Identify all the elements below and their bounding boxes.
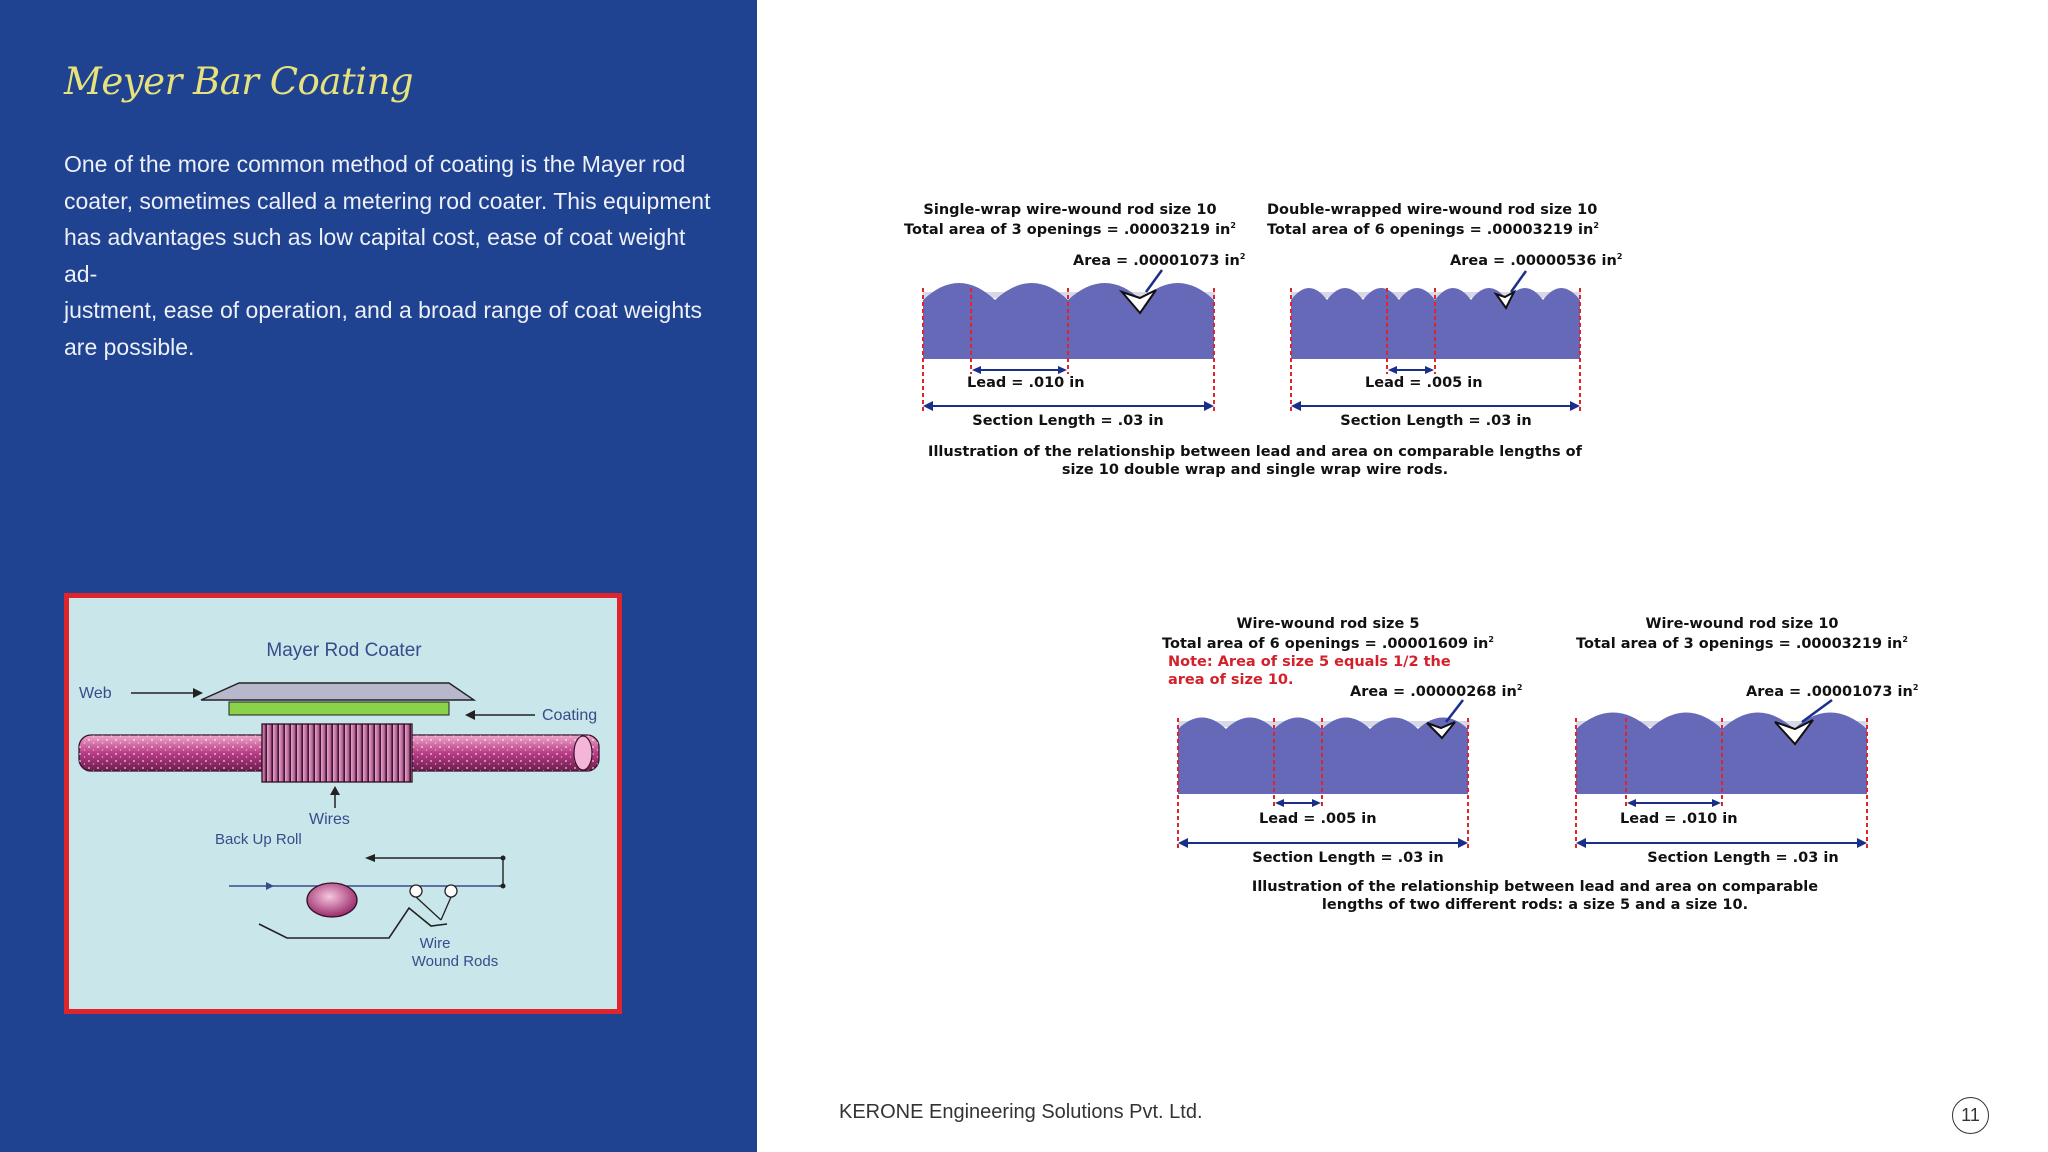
f1-caption1: Illustration of the relationship between lead and area on comparable lengths of <box>928 444 1582 460</box>
figure-size5-vs-size10 <box>1130 610 1970 920</box>
f2-caption2: lengths of two different rods: a size 5 and a size 10. <box>1321 897 1749 913</box>
f1-left-lead: Lead = .010 in <box>967 375 1085 391</box>
svg-text:Total area of 6 openings = .0: Total area of 6 openings = .00001609 $in^2$ <box>1162 635 1494 652</box>
figure2-svg <box>1130 610 1970 920</box>
f1-left-head2: Total area of 3 openings = .00003219 in <box>904 222 1231 238</box>
footer-company-name: KERONE Engineering Solutions Pvt. Ltd. <box>839 1101 1203 1123</box>
intro-line: coater, sometimes called a metering rod coater. This equipment <box>64 187 711 214</box>
f1-left-section: Section Length = .03 in <box>972 413 1164 429</box>
wires-label: Wires <box>309 811 350 828</box>
svg-text:Area = .00000536 in2: Area = .00000536 $in^2$ <box>1450 252 1623 269</box>
f2-left-area: Area = .00000268 in <box>1350 684 1517 700</box>
f1-right-section: Section Length = .03 in <box>1340 413 1532 429</box>
f2-right-lead: Lead = .010 in <box>1620 811 1738 827</box>
f1-right-head1: Double-wrapped wire-wound rod size 10 <box>1267 202 1598 218</box>
mayer-rod-coater-diagram <box>64 593 622 1014</box>
svg-text:Total area of 3 openings = .: Total area of 3 openings = .00003219 $in^2$ <box>1576 635 1908 652</box>
f2-left-note2: area of size 10. <box>1168 672 1294 688</box>
svg-text:Total area of 6 openings = .0: Total area of 6 openings = .00003219 $in^2$ <box>1267 221 1599 238</box>
figure1-svg <box>890 196 1630 486</box>
f1-right-area: Area = .00000536 in <box>1450 253 1617 269</box>
coater-svg <box>69 598 617 1009</box>
page-number-badge: 11 <box>1952 1097 1989 1134</box>
f1-left-head1: Single-wrap wire-wound rod size 10 <box>923 202 1217 218</box>
rod-tray <box>259 908 447 938</box>
f2-left-head1: Wire-wound rod size 5 <box>1236 616 1420 632</box>
f1-right-lead: Lead = .005 in <box>1365 375 1483 391</box>
f1-left-area: Area = .00001073 in <box>1073 253 1240 269</box>
f2-left-lead: Lead = .005 in <box>1259 811 1377 827</box>
intro-line: justment, ease of operation, and a broad range of coat weights <box>64 297 703 323</box>
intro-line: are possible. <box>64 333 195 360</box>
sup: 2 <box>1230 221 1236 230</box>
f2-right-section: Section Length = .03 in <box>1647 850 1839 866</box>
f2-left-head2: Total area of 6 openings = .00001609 in <box>1162 636 1489 652</box>
f2-left-section: Section Length = .03 in <box>1252 850 1444 866</box>
svg-text:Area = .00001073 in2: Area = .00001073 $in^2$ <box>1073 252 1246 269</box>
left-panel <box>0 0 757 1152</box>
f2-right-head2: Total area of 3 openings = .00003219 in <box>1576 636 1903 652</box>
web-label: Web <box>79 685 112 702</box>
f1-caption2: size 10 double wrap and single wrap wire rods. <box>1061 462 1449 478</box>
svg-text:Area = .00001073 in2: Area = .00001073 $in^2$ <box>1746 683 1919 700</box>
wire-wound-label-2: Wound Rods <box>411 953 499 970</box>
figure-single-vs-double-wrap <box>890 196 1630 486</box>
slide-title: Meyer Bar Coating <box>64 60 414 103</box>
f1-right-head2: Total area of 6 openings = .00003219 in <box>1267 222 1594 238</box>
svg-text:Area = .00000268 in2: Area = .00000268 $in^2$ <box>1350 683 1523 700</box>
f2-right-area: Area = .00001073 in <box>1746 684 1913 700</box>
intro-line: has advantages such as low capital cost, ease of coat weight ad- <box>64 224 686 287</box>
coating-label: Coating <box>542 707 598 724</box>
wire-wound-label-1: Wire <box>419 935 451 952</box>
intro-line: One of the more common method of coating is the Mayer rod <box>64 151 686 177</box>
wire-coil <box>262 724 412 782</box>
coater-title: Mayer Rod Coater <box>266 640 422 661</box>
backup-roll <box>307 883 357 917</box>
coating-layer <box>229 702 449 715</box>
f2-left-note1: Note: Area of size 5 equals 1/2 the <box>1168 654 1451 670</box>
web-sheet <box>201 683 474 700</box>
svg-text:Total area of 3 openings = .0 <box>904 221 1236 238</box>
f2-right-head1: Wire-wound rod size 10 <box>1645 616 1839 632</box>
f2-caption1: Illustration of the relationship between lead and area on comparable <box>1251 879 1819 895</box>
backup-roll-label: Back Up Roll <box>215 831 302 848</box>
intro-paragraph <box>64 146 719 365</box>
